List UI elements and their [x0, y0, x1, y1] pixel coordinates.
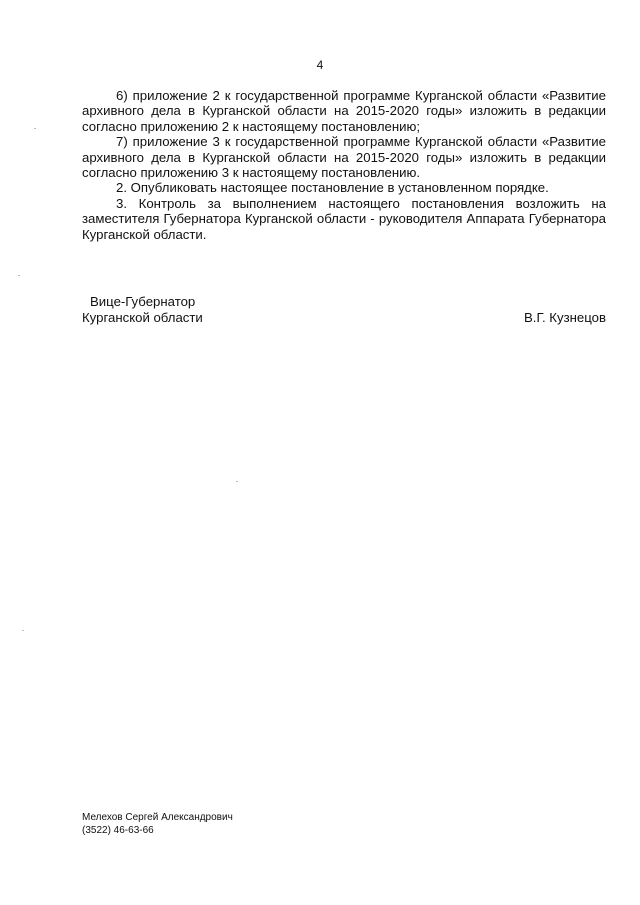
document-body	[82, 88, 606, 242]
executor-contact	[82, 812, 233, 837]
executor-name: Мелехов Сергей Александрович	[82, 812, 233, 823]
signatory-title-line-1: Вице-Губернатор	[90, 294, 196, 309]
scan-speck	[22, 630, 24, 631]
scan-speck	[18, 275, 20, 276]
signatory-title-line-2: Курганской области	[82, 310, 203, 325]
signature-block	[82, 294, 606, 326]
scan-speck	[236, 481, 238, 482]
page-number: 4	[316, 58, 324, 72]
paragraph-control: 3. Контроль за выполнением настоящего постановления возложить на заместителя Губернатора Курганской области - руководителя Аппарата Губернатора Курганской области.	[82, 195, 606, 242]
paragraph-publish: 2. Опубликовать настоящее постановление в установленном порядке.	[116, 180, 549, 196]
paragraph-item-7: 7) приложение 3 к государственной программе Курганской области «Развитие архивного дела в Курганской области на 2015-2020 годы» изложить в редакции согласно приложению 3 к настоящему постановлению.	[82, 134, 606, 181]
signature-row	[82, 310, 606, 326]
executor-phone: (3522) 46-63-66	[82, 824, 154, 836]
paragraph-item-6: 6) приложение 2 к государственной программе Курганской области «Развитие архивного дела в Курганской области на 2015-2020 годы» изложить в редакции согласно приложению 2 к настоящему постановлению;	[82, 88, 606, 134]
signatory-name: В.Г. Кузнецов	[523, 310, 606, 325]
scan-speck	[34, 128, 36, 129]
